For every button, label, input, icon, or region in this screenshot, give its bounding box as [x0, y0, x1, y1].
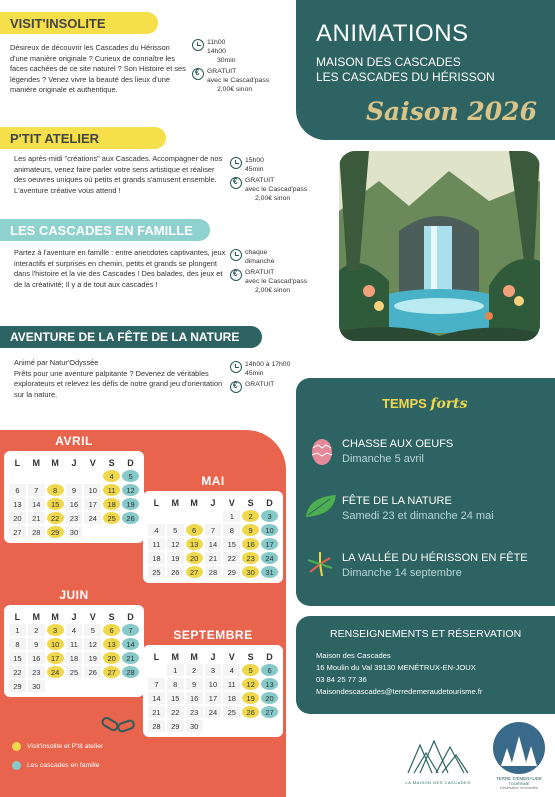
weekday-header: M	[32, 611, 41, 622]
calendar-day: 7	[148, 678, 165, 690]
calendar-day	[47, 680, 64, 692]
activity-3-meta: chaque dimanche € GRATUIT avec le Cascad'pass 2,00€ sinon	[230, 248, 320, 297]
temps-forts-panel: TEMPS forts CHASSE AUX OEUFS Dimanche 5 avril FÊTE DE LA NATURE Samedi 23 et dimanche 24 mai LA VALLÉE DU HÉRISSON EN FÊTE Dimanche 14 septembre	[296, 378, 555, 606]
weekday-header: S	[108, 611, 115, 622]
contact-heading: RENSEIGNEMENTS ET RÉSERVATION	[330, 628, 522, 640]
calendar-day: 25	[66, 666, 83, 678]
calendar-day	[103, 680, 120, 692]
calendar-day: 30	[28, 680, 45, 692]
calendar-day: 15	[9, 652, 26, 664]
temps-forts-heading: TEMPS forts	[382, 396, 468, 412]
subtitle-line-1: MAISON DES CASCADES	[316, 55, 461, 69]
calendar-day: 20	[103, 652, 120, 664]
calendar-day: 29	[167, 720, 184, 732]
calendar-day: 20	[186, 552, 203, 564]
weekday-header: V	[228, 497, 235, 508]
calendar-day: 18	[223, 692, 240, 704]
calendar-day	[28, 470, 45, 482]
weekday-header: M	[190, 651, 198, 662]
calendar-day: 19	[167, 552, 184, 564]
calendar-day: 17	[261, 538, 278, 550]
calendar-day	[242, 720, 259, 732]
calendar-month-name: MAI	[201, 474, 225, 488]
calendar-day: 3	[205, 664, 222, 676]
calendar-day: 11	[66, 638, 83, 650]
fireworks-icon	[306, 550, 334, 578]
calendar-day: 5	[84, 624, 101, 636]
calendar-day: 21	[148, 706, 165, 718]
weekday-header: J	[71, 611, 77, 622]
calendar-day: 10	[84, 484, 101, 496]
title-panel	[296, 0, 555, 140]
calendar-day: 15	[167, 692, 184, 704]
calendar-day: 14	[205, 538, 222, 550]
legend-item-yellow: Visit'insolite et P'tit atelier	[12, 742, 152, 751]
calendar-day: 12	[167, 538, 184, 550]
calendar-day	[205, 510, 222, 522]
calendar-day: 11	[103, 484, 120, 496]
calendar-day	[148, 510, 165, 522]
calendar-day	[47, 470, 64, 482]
calendar-day: 14	[122, 638, 139, 650]
calendar-day: 13	[103, 638, 120, 650]
activity-2-description: Les après-midi "créations" aux Cascades. Accompagner de nos animateurs, venez faire parler votre sens artistique et réaliser des oeuvres uniques où petits et grands s'amusent ensemble. L'aventure créative vous attend !	[14, 154, 223, 195]
calendar-day: 23	[242, 552, 259, 564]
calendar-juin	[4, 588, 144, 697]
calendar-day: 6	[186, 524, 203, 536]
weekday-header: L	[14, 457, 21, 468]
calendar-day: 5	[242, 664, 259, 676]
calendar-month-name: AVRIL	[55, 434, 93, 448]
calendar-day: 16	[242, 538, 259, 550]
calendar-day: 16	[66, 498, 83, 510]
page-title: ANIMATIONS	[316, 20, 469, 47]
weekday-header: S	[247, 497, 254, 508]
weekday-header: D	[127, 457, 134, 468]
calendar-day	[122, 680, 139, 692]
calendar-day: 9	[66, 484, 83, 496]
calendar-day: 9	[28, 638, 45, 650]
calendar-day: 31	[261, 566, 278, 578]
weekday-header: V	[89, 457, 96, 468]
calendar-day: 17	[84, 498, 101, 510]
weekday-header: J	[71, 457, 77, 468]
activity-3-heading: LES CASCADES EN FAMILLE	[0, 219, 210, 241]
calendar-day: 4	[66, 624, 83, 636]
activity-2-meta: 15h00 45min € GRATUIT avec le Cascad'pass 2,00€ sinon	[230, 156, 320, 205]
price-tag-icon	[230, 269, 242, 281]
weekday-header: V	[228, 651, 235, 662]
calendar-day	[122, 526, 139, 538]
calendar-day: 8	[47, 484, 64, 496]
calendar-day: 10	[47, 638, 64, 650]
calendar-day: 25	[223, 706, 240, 718]
calendar-septembre	[143, 628, 283, 737]
calendar-day: 18	[103, 498, 120, 510]
calendar-day	[84, 680, 101, 692]
calendar-day: 17	[205, 692, 222, 704]
calendar-day: 8	[167, 678, 184, 690]
calendar-day: 14	[148, 692, 165, 704]
calendar-day	[148, 664, 165, 676]
calendar-day: 24	[47, 666, 64, 678]
activity-2-heading: P'TIT ATELIER	[0, 127, 166, 149]
season-label: Saison 2026	[366, 97, 537, 126]
calendar-avril	[4, 434, 144, 543]
calendar-day: 28	[205, 566, 222, 578]
contact-address: 16 Moulin du Val 39130 MENÉTRUX-EN-JOUX	[316, 663, 476, 672]
calendar-day: 2	[242, 510, 259, 522]
weekday-header: M	[51, 611, 59, 622]
activity-4-description: Animé par Natur'Odyssée Prêts pour une aventure palpitante ? Devenez de véritables explorateurs et relevez les défis de notre grand jeu d'orientation sur la nature.	[14, 358, 223, 399]
calendar-day	[186, 510, 203, 522]
weekday-header: V	[89, 611, 96, 622]
calendar-month-name: SEPTEMBRE	[173, 628, 253, 642]
calendar-day: 12	[84, 638, 101, 650]
terre-emeraude-logo: TERRE D'ÉMERAUDE TOURISME Destination enchantée	[490, 722, 548, 792]
calendar-day: 2	[186, 664, 203, 676]
calendar-day: 1	[223, 510, 240, 522]
calendar-day: 24	[261, 552, 278, 564]
calendar-day: 4	[103, 470, 120, 482]
calendar-day	[205, 720, 222, 732]
calendar-day: 27	[186, 566, 203, 578]
activity-1-description: Désireux de découvrir les Cascades du Hérisson d'une manière originale ? Curieux de connaître les faces cachées de ce site naturel ? Son Histoire et ses légendes ? Venez vivre la beauté des lieux d'une manière originale et authentique.	[10, 43, 186, 95]
calendar-day: 7	[28, 484, 45, 496]
calendar-day: 30	[186, 720, 203, 732]
contact-phone[interactable]: 03 84 25 77 36	[316, 675, 367, 684]
calendar-day	[84, 470, 101, 482]
calendar-day: 10	[205, 678, 222, 690]
calendar-mai	[143, 474, 283, 583]
calendar-day: 23	[186, 706, 203, 718]
calendar-day: 7	[122, 624, 139, 636]
weekday-header: J	[210, 497, 216, 508]
calendar-day: 26	[167, 566, 184, 578]
activity-4-meta: 14h00 à 17h00 45min € GRATUIT	[230, 360, 320, 395]
calendar-day: 26	[242, 706, 259, 718]
calendar-day: 26	[122, 512, 139, 524]
calendar-day: 29	[223, 566, 240, 578]
paperclip-icon	[98, 712, 142, 742]
calendar-day	[9, 470, 26, 482]
calendar-day: 27	[261, 706, 278, 718]
calendar-day: 24	[205, 706, 222, 718]
weekday-header: S	[247, 651, 254, 662]
calendar-day: 4	[148, 524, 165, 536]
calendar-day	[84, 526, 101, 538]
calendar-day	[66, 680, 83, 692]
calendar-day: 23	[66, 512, 83, 524]
calendar-day: 19	[84, 652, 101, 664]
calendar-day: 26	[84, 666, 101, 678]
calendar-day: 15	[223, 538, 240, 550]
legend	[12, 742, 152, 770]
calendar-day: 17	[47, 652, 64, 664]
calendar-day: 28	[148, 720, 165, 732]
weekday-header: L	[153, 651, 160, 662]
weekday-header: D	[266, 497, 273, 508]
calendar-day: 29	[47, 526, 64, 538]
maison-des-cascades-logo: LA MAISON DES CASCADES	[402, 735, 474, 785]
calendar-day: 3	[47, 624, 64, 636]
calendar-day: 12	[122, 484, 139, 496]
weekday-header: J	[210, 651, 216, 662]
calendar-day: 7	[205, 524, 222, 536]
contact-email[interactable]: Maisondescascades@terredemeraudetourisme.fr	[316, 687, 483, 696]
calendar-month-name: JUIN	[59, 588, 89, 602]
activity-1-heading: VISIT'INSOLITE	[0, 12, 158, 34]
activity-4-heading: AVENTURE DE LA FÊTE DE LA NATURE	[0, 326, 262, 348]
calendar-day: 30	[66, 526, 83, 538]
calendar-icon	[230, 249, 242, 261]
calendar-day: 22	[47, 512, 64, 524]
subtitle-line-2: LES CASCADES DU HÉRISSON	[316, 70, 495, 84]
calendar-day: 29	[9, 680, 26, 692]
price-tag-icon	[230, 381, 242, 393]
leaf-icon	[304, 493, 338, 519]
calendar-day: 12	[242, 678, 259, 690]
calendar-day: 30	[242, 566, 259, 578]
calendar-day: 22	[167, 706, 184, 718]
contact-lines	[316, 650, 482, 698]
calendar-day: 19	[122, 498, 139, 510]
calendar-day	[261, 720, 278, 732]
calendar-day: 19	[242, 692, 259, 704]
calendar-day: 6	[103, 624, 120, 636]
price-tag-icon	[192, 68, 204, 80]
calendar-day: 11	[223, 678, 240, 690]
calendar-day: 14	[28, 498, 45, 510]
clock-icon	[192, 39, 204, 51]
egg-icon	[310, 436, 334, 466]
calendar-day: 24	[84, 512, 101, 524]
calendar-day: 21	[28, 512, 45, 524]
calendar-day: 16	[186, 692, 203, 704]
calendar-day: 16	[28, 652, 45, 664]
calendar-day: 10	[261, 524, 278, 536]
clock-icon	[230, 361, 242, 373]
calendar-day: 5	[122, 470, 139, 482]
weekday-header: S	[108, 457, 115, 468]
activity-3-description: Partez à l'aventure en famille : entre anecdotes captivantes, jeux interactifs et surprises en chemin, petits et grands se plongent dans l'histoire et la vie des Cascades ! Des balades, des jeux et de la créativité; Il y a de tout aux cascades !	[14, 248, 226, 289]
calendar-day: 9	[186, 678, 203, 690]
calendar-day: 25	[148, 566, 165, 578]
calendar-day: 27	[103, 666, 120, 678]
calendar-day: 28	[28, 526, 45, 538]
calendar-day: 21	[122, 652, 139, 664]
weekday-header: M	[171, 651, 180, 662]
contact-panel	[296, 616, 555, 714]
calendar-day: 20	[261, 692, 278, 704]
weekday-header: M	[51, 457, 59, 468]
calendar-day: 8	[9, 638, 26, 650]
price-tag-icon	[230, 177, 242, 189]
calendar-day: 13	[261, 678, 278, 690]
calendar-day: 22	[223, 552, 240, 564]
calendar-day: 6	[9, 484, 26, 496]
waterfall-illustration	[339, 151, 540, 341]
calendar-day: 18	[66, 652, 83, 664]
activity-1-meta: 11h00 14h00 30min € GRATUIT avec le Cascad'pass 2,00€ sinon	[192, 38, 292, 96]
weekday-header: D	[127, 611, 134, 622]
clock-icon	[230, 157, 242, 169]
calendar-day: 23	[28, 666, 45, 678]
calendar-day: 11	[148, 538, 165, 550]
calendar-day	[66, 470, 83, 482]
calendar-day: 15	[47, 498, 64, 510]
calendar-day: 25	[103, 512, 120, 524]
calendar-day: 13	[186, 538, 203, 550]
weekday-header: L	[153, 497, 160, 508]
calendar-day: 9	[242, 524, 259, 536]
calendar-day: 18	[148, 552, 165, 564]
calendar-day: 2	[28, 624, 45, 636]
weekday-header: M	[190, 497, 198, 508]
weekday-header: M	[32, 457, 41, 468]
calendar-day	[103, 526, 120, 538]
calendar-day: 1	[167, 664, 184, 676]
calendar-day: 5	[167, 524, 184, 536]
calendar-day: 1	[9, 624, 26, 636]
weekday-header: M	[171, 497, 180, 508]
calendar-day: 28	[122, 666, 139, 678]
weekday-header: D	[266, 651, 273, 662]
calendar-day: 21	[205, 552, 222, 564]
calendar-day: 8	[223, 524, 240, 536]
calendar-day: 3	[261, 510, 278, 522]
contact-name: Maison des Cascades	[316, 651, 391, 660]
calendar-day	[167, 510, 184, 522]
calendar-day	[223, 720, 240, 732]
calendar-day: 13	[9, 498, 26, 510]
calendar-day: 4	[223, 664, 240, 676]
calendar-day: 20	[9, 512, 26, 524]
legend-item-aqua: Les cascades en famille	[12, 761, 152, 770]
calendar-day: 22	[9, 666, 26, 678]
calendar-day: 27	[9, 526, 26, 538]
weekday-header: L	[14, 611, 21, 622]
calendar-day: 6	[261, 664, 278, 676]
